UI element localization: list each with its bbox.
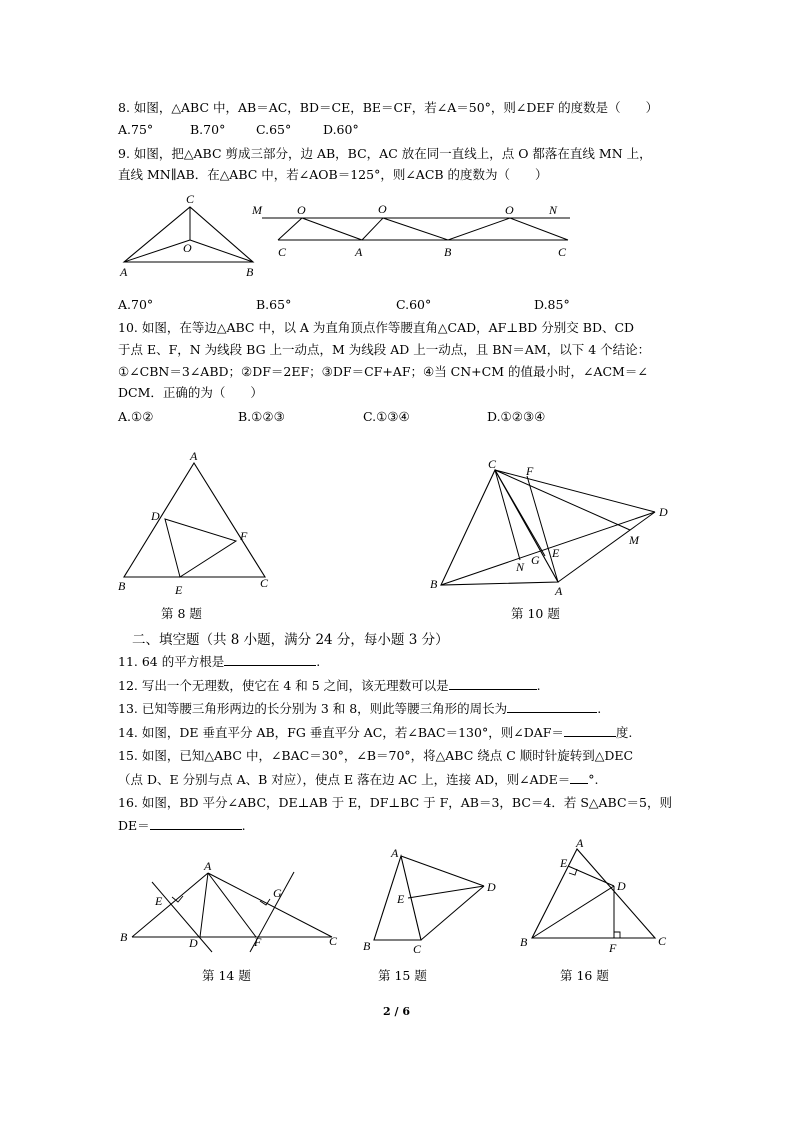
q12-text: 12. 写出一个无理数，使它在 4 和 5 之间，该无理数可以是 [118,678,449,693]
q14-text: 14. 如图，DE 垂直平分 AB，FG 垂直平分 AC，若∠BAC＝130°，则∠DAF＝ [118,725,564,740]
caption-fig8: 第 8 题 [161,606,202,621]
fig8-label-d: D [151,509,160,523]
fig8-label-c: C [260,576,269,590]
caption-fig10: 第 10 题 [511,606,560,621]
q9-option-d: D.85° [534,297,570,312]
fig9b-label-c1: C [278,245,287,259]
fig8-label-e: E [175,583,183,597]
fig9b-label-o1: O [297,203,306,217]
fig14-label-g: G [273,886,282,900]
fig8-label-b: B [118,579,126,593]
fig15-label-a: A [391,846,399,860]
fig15-label-c: C [413,942,422,956]
fig9b-label-n: N [549,203,558,217]
fig9b-label-o2: O [378,202,387,216]
q9-option-a: A.70° [118,297,154,312]
caption-fig14: 第 14 题 [202,968,251,983]
fig15-label-b: B [363,939,371,953]
q16-line-1: 16. 如图，BD 平分∠ABC，DE⊥AB 于 E，DF⊥BC 于 F，AB＝3，BC＝4．若 S△ABC＝5，则 [118,795,672,810]
fig16-label-a: A [576,836,584,850]
q8-option-d: D.60° [323,122,359,137]
q16-line-2: DE＝ [118,818,150,833]
fig16-label-b: B [520,935,528,949]
fig9b-label-c2: C [558,245,567,259]
q16-tail: . [241,818,246,833]
fig8-label-f: F [240,529,248,543]
fig16-label-d: D [617,879,626,893]
fig14-label-d: D [189,936,198,950]
q9-option-b: B.65° [256,297,292,312]
caption-fig16: 第 16 题 [560,968,609,983]
q10-line-4: DCM．正确的为（ ） [118,385,263,400]
q14-tail: 度. [615,725,633,740]
fig8-label-a: A [190,449,198,463]
fig10-label-e: E [552,546,560,560]
fig14-label-a: A [204,859,212,873]
q15-line-2: （点 D、E 分别与点 A、B 对应），使点 E 落在边 AC 上，连接 AD，则∠ADE＝ [118,772,571,787]
section-2-heading: 二、填空题（共 8 小题，满分 24 分，每小题 3 分） [132,632,449,648]
fig16-label-c: C [658,934,667,948]
fig9b-label-o3: O [505,203,514,217]
q8-stem: 8. 如图，△ABC 中，AB＝AC，BD＝CE，BE＝CF，若∠A＝50°，则∠DEF 的度数是（ ） [118,100,659,115]
fig10-label-g: G [531,553,540,567]
fig9a-label-c: C [186,192,195,206]
fig10-label-n: N [516,560,525,574]
q8-option-b: B.70° [190,122,226,137]
q11-text: 11. 64 的平方根是 [118,654,225,669]
fig16-label-e: E [560,856,568,870]
q10-line-1: 10. 如图，在等边△ABC 中，以 A 为直角顶点作等腰直角△CAD，AF⊥BD 分别交 BD、CD [118,320,635,335]
fig16-label-f: F [609,941,617,955]
fig10-label-c: C [488,457,497,471]
q10-option-c: C.①③④ [363,409,410,424]
q9-line-2: 直线 MN∥AB．在△ABC 中，若∠AOB＝125°，则∠ACB 的度数为（ ） [118,167,548,182]
q15-line-1: 15. 如图，已知△ABC 中，∠BAC＝30°，∠B＝70°，将△ABC 绕点 C 顺时针旋转到△DEC [118,748,634,763]
q11-tail: . [316,654,321,669]
fig10-label-b: B [430,577,438,591]
fig10-label-d: D [659,505,668,519]
fig14-label-f: F [254,935,262,949]
q8-option-a: A.75° [118,122,154,137]
fig9a-label-a: A [120,265,128,279]
q10-option-a: A.①② [118,409,154,424]
fig9b-label-b: B [444,245,452,259]
q8-option-c: C.65° [256,122,292,137]
q10-line-3: ①∠CBN＝3∠ABD；②DF＝2EF；③DF＝CF+AF；④当 CN+CM 的值最小时，∠ACM＝∠ [118,364,648,379]
fig9a-label-b: B [246,265,254,279]
fig15-label-d: D [487,880,496,894]
q10-option-d: D.①②③④ [487,409,546,424]
fig10-label-f: F [526,464,534,478]
q12-tail: . [536,678,541,693]
fig9b-label-m: M [252,203,262,217]
q10-option-b: B.①②③ [238,409,285,424]
fig9a-label-o: O [183,241,192,255]
fig10-label-a: A [555,584,563,598]
fig14-label-c: C [329,934,338,948]
fig9b-label-a: A [355,245,363,259]
page-number: 2 / 6 [383,1005,410,1018]
q9-line-1: 9. 如图，把△ABC 剪成三部分，边 AB，BC，AC 放在同一直线上，点 O 都落在直线 MN 上， [118,146,652,161]
q13-text: 13. 已知等腰三角形两边的长分别为 3 和 8，则此等腰三角形的周长为 [118,701,508,716]
q13-tail: . [597,701,602,716]
fig10-label-m: M [629,533,639,547]
q15-tail: °. [588,772,599,787]
q10-line-2: 于点 E、F，N 为线段 BG 上一动点，M 为线段 AD 上一动点，且 BN＝AM，以下 4 个结论： [118,342,651,357]
fig15-label-e: E [397,892,405,906]
caption-fig15: 第 15 题 [378,968,427,983]
q9-option-c: C.60° [396,297,432,312]
fig14-label-b: B [120,930,128,944]
fig14-label-e: E [155,894,163,908]
